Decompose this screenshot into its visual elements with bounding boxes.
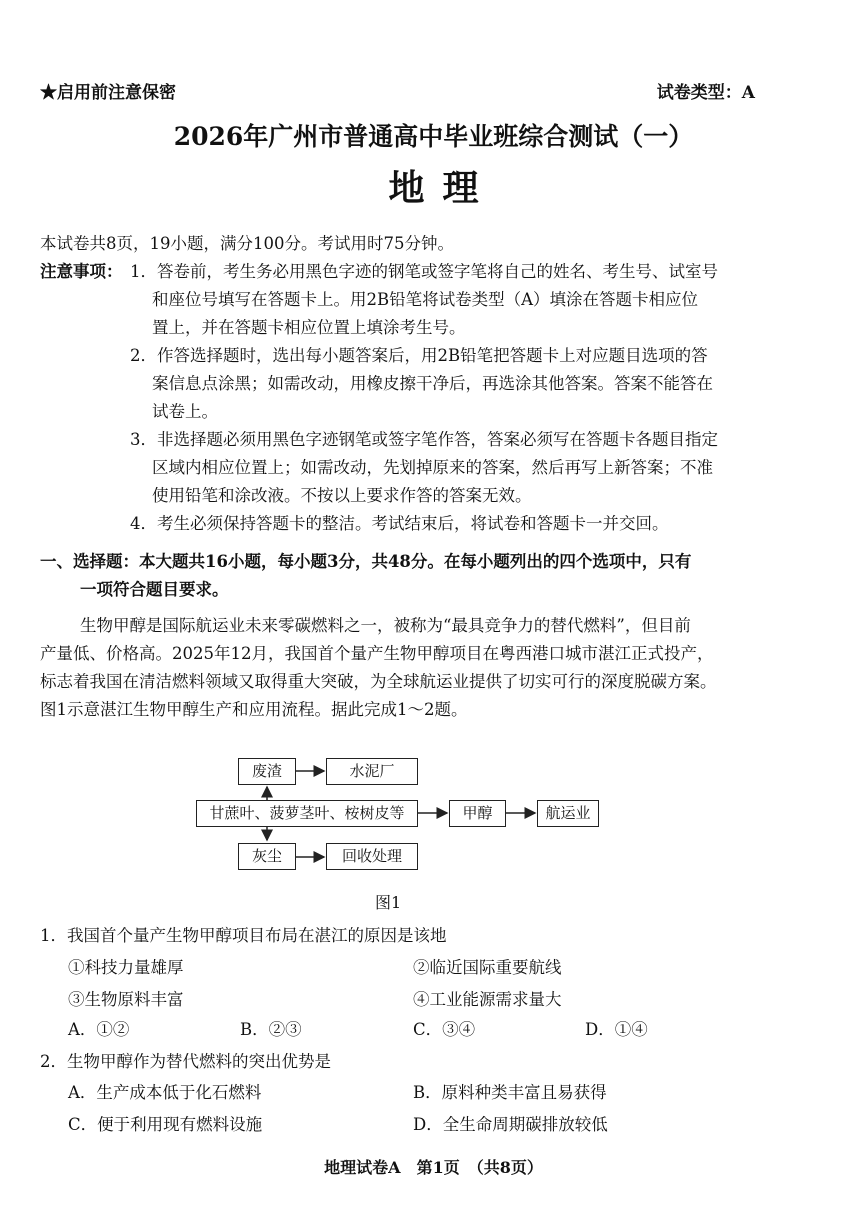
notes-line: 4．考生必须保持答题卡的整洁。考试结束后，将试卷和答题卡一并交回。 [130, 514, 669, 533]
notes-line: 1．答卷前，考生务必用黑色字迹的钢笔或签字笔将自己的姓名、考生号、试室号 [130, 262, 718, 281]
flow-box-recycle: 回收处理 [326, 843, 418, 870]
notes-line: 试卷上。 [152, 402, 218, 421]
section-heading: 一、选择题：本大题共16小题，每小题3分，共48分。在每小题列出的四个选项中，只有 [40, 552, 692, 571]
flow-box-shipping: 航运业 [537, 800, 599, 827]
q1-item: ③生物原料丰富 [68, 990, 184, 1009]
notes-line: 案信息点涂黑；如需改动，用橡皮擦干净后，再选涂其他答案。答案不能答在 [152, 374, 713, 393]
notes-label: 注意事项： [40, 262, 123, 281]
q1-option-b: B．②③ [240, 1020, 302, 1039]
intro-text: 本试卷共8页，19小题，满分100分。考试用时75分钟。 [40, 234, 454, 253]
q1-item: ②临近国际重要航线 [413, 958, 562, 977]
page-footer: 地理试卷A 第1页 （共8页） [324, 1158, 543, 1177]
section-heading-cont: 一项符合题目要求。 [80, 580, 229, 599]
q2-option-c: C．便于利用现有燃料设施 [68, 1115, 263, 1134]
q2-option-a: A．生产成本低于化石燃料 [68, 1083, 262, 1102]
passage-line: 产量低、价格高。2025年12月，我国首个量产生物甲醇项目在粤西港口城市湛江正式投产， [40, 644, 714, 663]
notes-line: 和座位号填写在答题卡上。用2B铅笔将试卷类型（A）填涂在答题卡相应位 [152, 290, 699, 309]
q1-item: ④工业能源需求量大 [413, 990, 562, 1009]
question-2-stem: 2．生物甲醇作为替代燃料的突出优势是 [40, 1052, 331, 1071]
passage-line: 生物甲醇是国际航运业未来零碳燃料之一，被称为“最具竞争力的替代燃料”，但目前 [80, 616, 691, 635]
question-1-stem: 1．我国首个量产生物甲醇项目布局在湛江的原因是该地 [40, 926, 447, 945]
flow-box-ash: 灰尘 [238, 843, 296, 870]
q2-option-d: D．全生命周期碳排放较低 [413, 1115, 608, 1134]
notes-line: 区域内相应位置上；如需改动，先划掉原来的答案，然后再写上新答案；不准 [152, 458, 713, 477]
paper-type-label: 试卷类型：A [656, 83, 755, 103]
subject-title: 地理 [388, 167, 497, 209]
figure-caption: 图1 [375, 893, 402, 912]
passage-line: 图1示意湛江生物甲醇生产和应用流程。据此完成1～2题。 [40, 700, 468, 719]
q1-option-d: D．①④ [585, 1020, 648, 1039]
confidential-label: ★启用前注意保密 [40, 83, 176, 103]
flow-box-raw-materials: 甘蔗叶、菠萝茎叶、桉树皮等 [196, 800, 418, 827]
flow-box-methanol: 甲醇 [449, 800, 506, 827]
notes-line: 2．作答选择题时，选出每小题答案后，用2B铅笔把答题卡上对应题目选项的答 [130, 346, 708, 365]
q1-option-c: C．③④ [413, 1020, 476, 1039]
passage-line: 标志着我国在清洁燃料领域又取得重大突破，为全球航运业提供了切实可行的深度脱碳方案。 [40, 672, 717, 691]
q1-option-a: A．①② [68, 1020, 130, 1039]
notes-line: 使用铅笔和涂改液。不按以上要求作答的答案无效。 [152, 486, 532, 505]
flow-box-cement: 水泥厂 [326, 758, 418, 785]
q1-item: ①科技力量雄厚 [68, 958, 184, 977]
flow-box-waste: 废渣 [238, 758, 296, 785]
q2-option-b: B．原料种类丰富且易获得 [413, 1083, 607, 1102]
notes-line: 3．非选择题必须用黑色字迹钢笔或签字笔作答，答案必须写在答题卡各题目指定 [130, 430, 718, 449]
exam-title: 2026年广州市普通高中毕业班综合测试（一） [173, 122, 694, 151]
notes-line: 置上，并在答题卡相应位置上填涂考生号。 [152, 318, 466, 337]
